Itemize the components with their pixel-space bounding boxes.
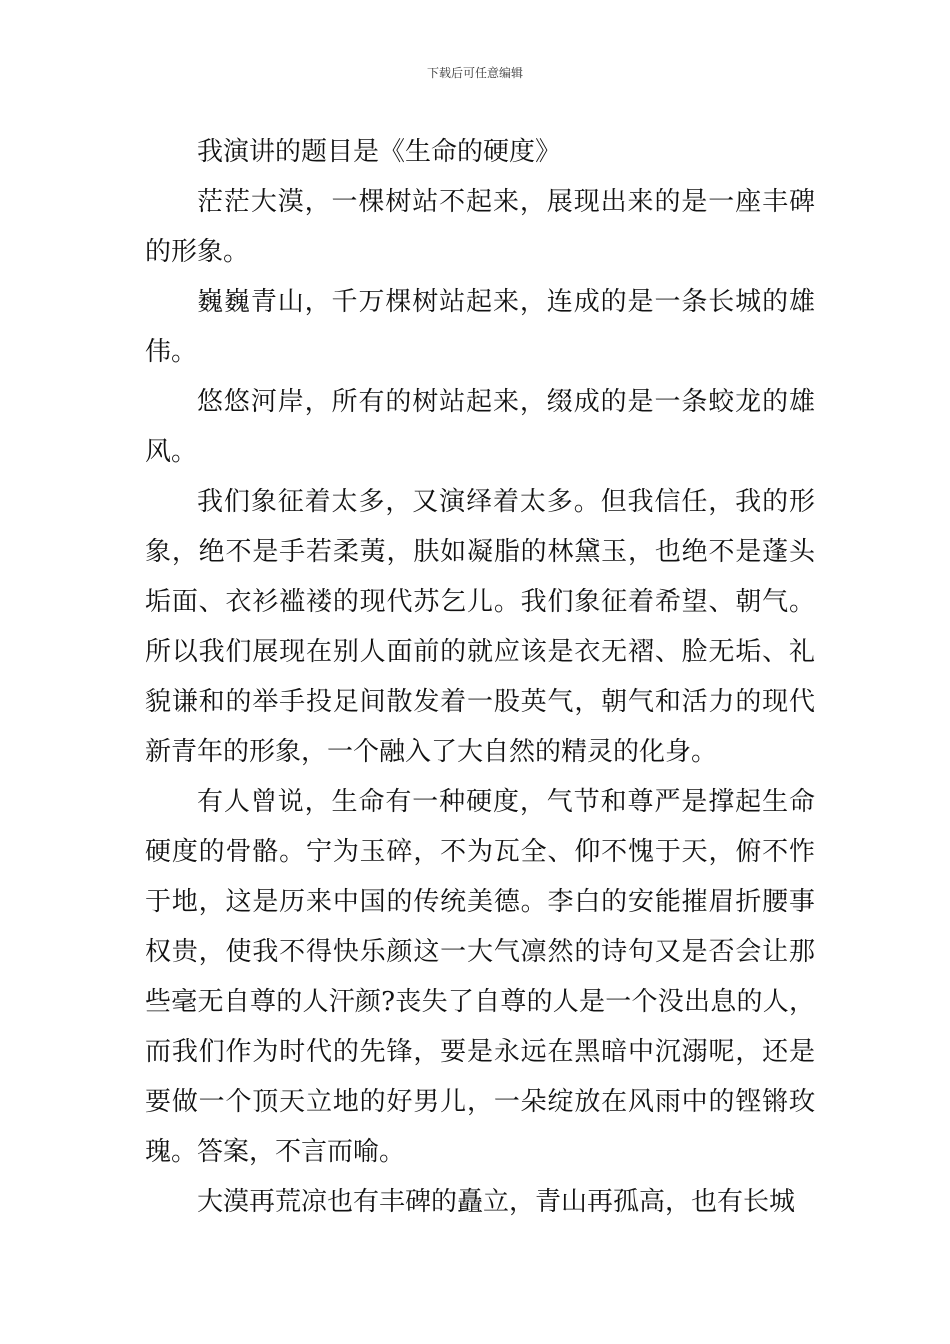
paragraph: 悠悠河岸，所有的树站起来，缀成的是一条蛟龙的雄风。 bbox=[145, 387, 815, 467]
paragraph: 有人曾说，生命有一种硬度，气节和尊严是撑起生命硬度的骨骼。宁为玉碎，不为瓦全、仰不愧于天，俯不怍于地，这是历来中国的传统美德。李白的安能摧眉折腰事权贵，使我不得快乐颜这一大气凛然的诗句又是否会让那些毫无自尊的人汗颜?丧失了自尊的人是一个没出息的人，而我们作为时代的先锋，要是永远在黑暗中沉溺呢，还是要做一个顶天立地的好男儿，一朵绽放在风雨中的铿锵玫瑰。答案，不言而喻。 bbox=[145, 787, 815, 1167]
paragraph: 巍巍青山，千万棵树站起来，连成的是一条长城的雄伟。 bbox=[145, 287, 815, 367]
paragraph-title-line: 我演讲的题目是《生命的硬度》 bbox=[197, 137, 562, 167]
paragraph: 茫茫大漠，一棵树站不起来，展现出来的是一座丰碑的形象。 bbox=[145, 187, 815, 267]
paragraph: 大漠再荒凉也有丰碑的矗立，青山再孤高，也有长城 bbox=[197, 1187, 796, 1217]
document-body bbox=[145, 127, 815, 1227]
page-header: 下载后可任意编辑 bbox=[426, 66, 523, 80]
paragraph: 我们象征着太多，又演绎着太多。但我信任，我的形象，绝不是手若柔荑，肤如凝脂的林黛玉，也绝不是蓬头垢面、衣衫褴褛的现代苏乞儿。我们象征着希望、朝气。所以我们展现在别人面前的就应该是衣无褶、脸无垢、礼貌谦和的举手投足间散发着一股英气，朝气和活力的现代新青年的形象，一个融入了大自然的精灵的化身。 bbox=[145, 487, 815, 767]
